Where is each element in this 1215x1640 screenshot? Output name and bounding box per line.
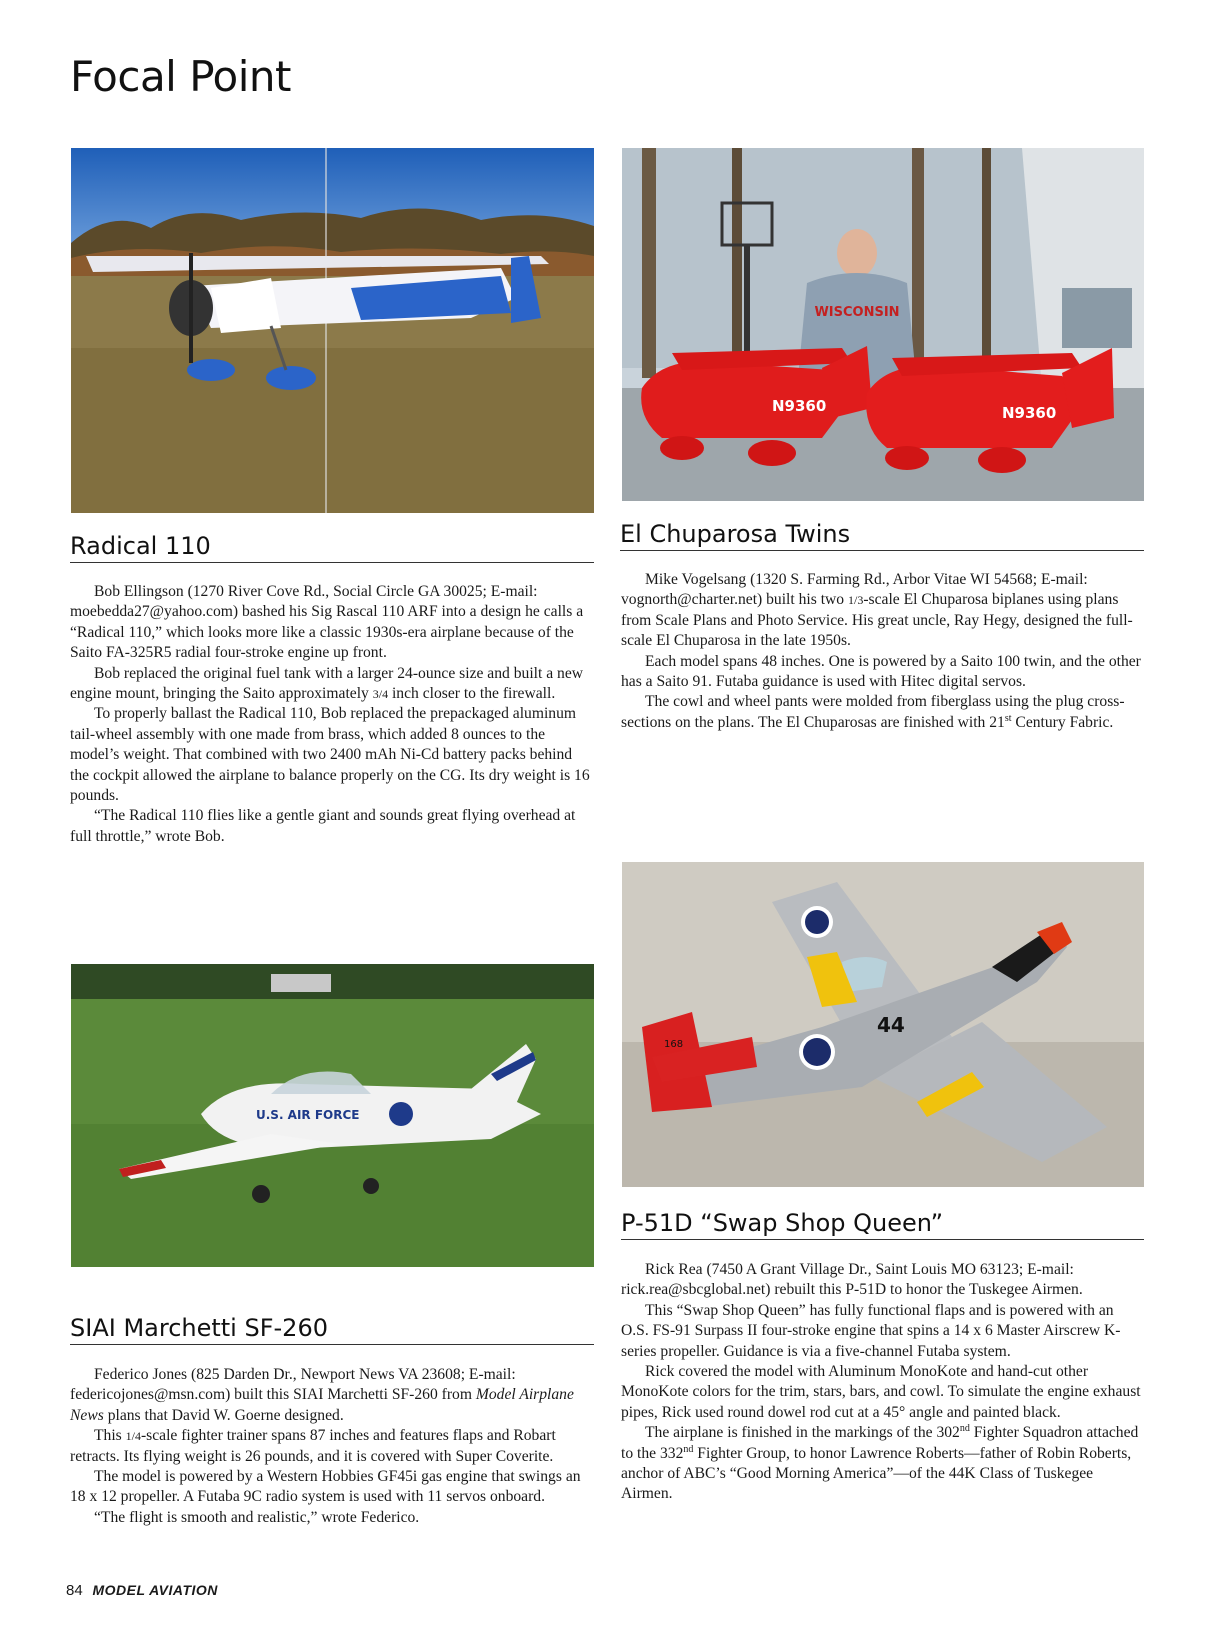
p51d-photo — [622, 862, 1144, 1187]
heading-p51d: P-51D “Swap Shop Queen” — [621, 1207, 1144, 1240]
heading-siai-marchetti: SIAI Marchetti SF-260 — [70, 1312, 594, 1345]
paragraph: This “Swap Shop Queen” has fully functional flaps and is powered with an O.S. FS-91 Surpass II four-stroke engine that spins a 14 x 6 Master Airscrew K-series propeller. Guidance is via a five-channel Futaba system. — [621, 1301, 1121, 1360]
el-chuparosa-photo — [622, 148, 1144, 501]
sweatshirt-text: WISCONSIN — [814, 305, 900, 320]
page-title: Focal Point — [70, 52, 291, 101]
page-footer — [66, 1582, 218, 1600]
paragraph: Mike Vogelsang (1320 S. Farming Rd., Arbor Vitae WI 54568; E-mail: vognorth@charter.net) built his two 1/3-scale El Chuparosa biplanes using plans from Scale Plans and Photo Service. His great uncle, Ray Hegy, designed the full-scale El Chuparosa in the late 1950s. — [621, 571, 1133, 650]
tail-code: 168 — [664, 1039, 684, 1050]
siai-marchetti-photo — [71, 964, 594, 1267]
siai-marchetti-text — [70, 1365, 594, 1528]
fuselage-code: 44 — [877, 1013, 905, 1037]
tail-number-1: N9360 — [772, 397, 827, 415]
paragraph: Federico Jones (825 Darden Dr., Newport News VA 23608; E-mail: federicojones@msn.com) built this SIAI Marchetti SF-260 from Model Airplane News plans that David W. Goerne designed. — [70, 1366, 574, 1424]
paragraph: The model is powered by a Western Hobbies GF45i gas engine that swings an 18 x 12 propeller. A Futaba 9C radio system is used with 11 servos onboard. — [70, 1468, 581, 1506]
paragraph: Bob replaced the original fuel tank with a larger 24-ounce size and built a new engine mount, bringing the Saito approximately 3/4 inch closer to the firewall. — [70, 664, 584, 703]
el-chuparosa-text — [621, 570, 1144, 733]
paragraph: Bob Ellingson (1270 River Cove Rd., Social Circle GA 30025; E-mail: moebedda27@yahoo.com) bashed his Sig Rascal 110 ARF into a design he calls a “Radical 110,” which looks more like a classic 1930s-era airplane because of the Saito FA-325R5 radial four-stroke engine up front. — [70, 583, 584, 662]
paragraph: This 1/4-scale fighter trainer spans 87 inches and features flaps and Robart retracts. Its flying weight is 26 pounds, and it is covered with Super Coverite. — [70, 1427, 556, 1465]
paragraph: The cowl and wheel pants were molded from fiberglass using the plug cross-sections on the plans. The El Chuparosas are finished with 21st Century Fabric. — [621, 693, 1125, 731]
page-number: 84 — [66, 1582, 83, 1599]
radical-110-photo — [71, 148, 594, 513]
radical-110-text — [70, 582, 594, 847]
heading-el-chuparosa: El Chuparosa Twins — [620, 518, 1144, 551]
p51d-text — [621, 1260, 1144, 1505]
paragraph: Each model spans 48 inches. One is powered by a Saito 100 twin, and the other has a Saito 91. Futaba guidance is used with Hitec digital servos. — [621, 652, 1141, 691]
paragraph: “The flight is smooth and realistic,” wrote Federico. — [94, 1508, 420, 1526]
paragraph: Rick Rea (7450 A Grant Village Dr., Saint Louis MO 63123; E-mail: rick.rea@sbcglobal.net) rebuilt this P-51D to honor the Tuskegee Airmen. — [621, 1261, 1083, 1299]
heading-radical-110: Radical 110 — [70, 530, 594, 563]
magazine-name: MODEL AVIATION — [92, 1582, 218, 1598]
paragraph: The airplane is finished in the markings of the 302nd Fighter Squadron attached to the 332nd Fighter Group, to honor Lawrence Roberts—father of Robin Roberts, anchor of ABC’s “Good Morning America”—of the 44K Class of Tuskegee Airmen. — [621, 1423, 1139, 1503]
paragraph: Rick covered the model with Aluminum MonoKote and hand-cut other MonoKote colors for the trim, stars, bars, and cowl. To simulate the engine exhaust pipes, Rick used round dowel rod cut at a 45° angle and painted black. — [621, 1363, 1141, 1421]
tail-number-2: N9360 — [1002, 404, 1057, 422]
paragraph: To properly ballast the Radical 110, Bob replaced the prepackaged aluminum tail-wheel assembly with one made from brass, which added 8 ounces to the model’s weight. That combined with two 2400 mAh Ni-Cd battery packs behind the cockpit allowed the airplane to balance properly on the CG. Its dry weight is 16 pounds. — [70, 705, 590, 805]
fuselage-lettering: U.S. AIR FORCE — [256, 1108, 360, 1122]
paragraph: “The Radical 110 flies like a gentle giant and sounds great flying overhead at full throttle,” wrote Bob. — [70, 807, 576, 845]
